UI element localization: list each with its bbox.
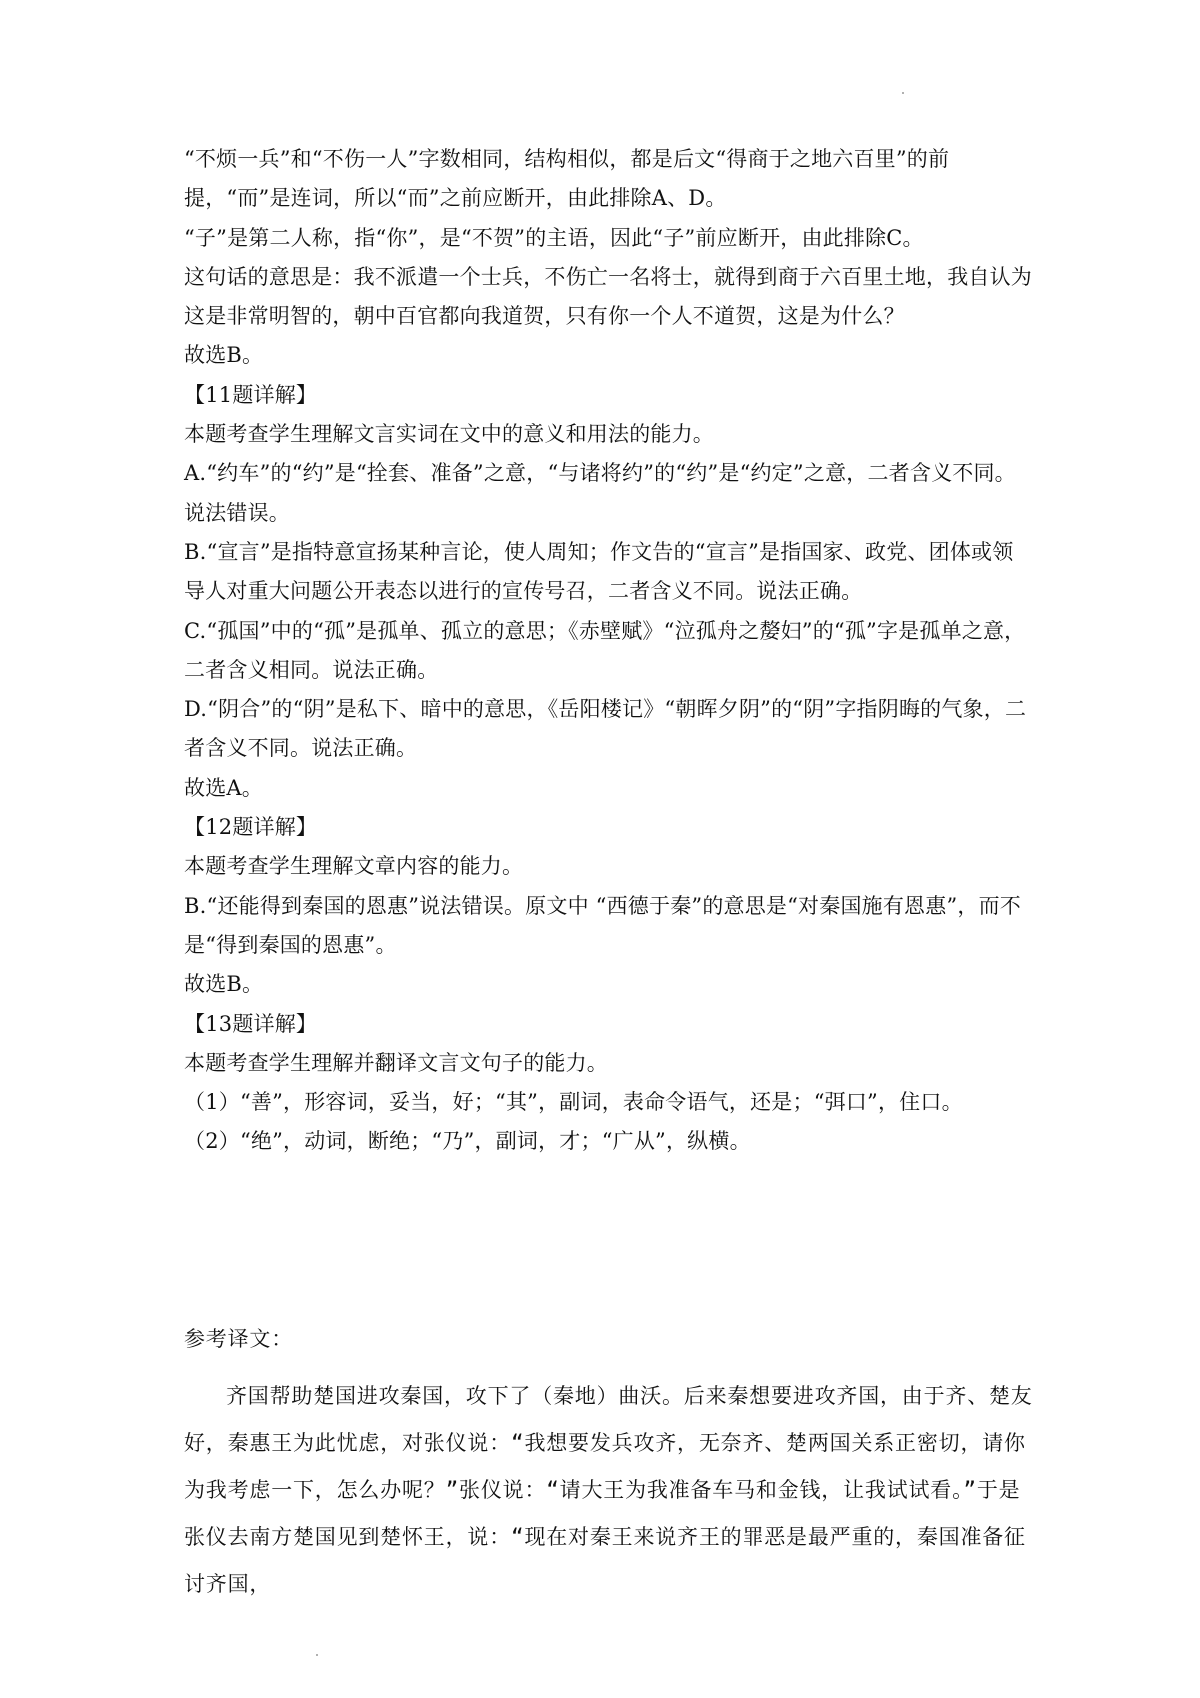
paragraph-answer-10: 故选B。 <box>184 343 264 368</box>
paragraph-q11-option-c: C.“孤国”中的“孤”是孤单、孤立的意思；《赤壁赋》“泣孤舟之嫠妇”的“孤”字是孤单之意，二者含义相同。说法正确。 <box>184 618 1026 682</box>
paragraph-sentence-break-reason-1: “不烦一兵”和“不伤一人”字数相同，结构相似，都是后文“得商于之地六百里”的前提，“而”是连词，所以“而”之前应断开，由此排除A、D。 <box>184 147 950 211</box>
paragraph-sentence-break-reason-2: “子”是第二人称，指“你”，是“不贺”的主语，因此“子”前应断开，由此排除C。 <box>184 225 924 250</box>
section-heading-q11: 【11题详解】 <box>184 382 318 407</box>
answer-explanation <box>184 140 1034 1162</box>
paragraph-q11-option-a: A.“约车”的“约”是“拴套、准备”之意，“与诸将约”的“约”是“约定”之意，二者含义不同。说法错误。 <box>184 461 1016 525</box>
reference-translation-text: 齐国帮助楚国进攻秦国，攻下了（秦地）曲沃。后来秦想要进攻齐国，由于齐、楚友好，秦惠王为此忧虑，对张仪说：“我想要发兵攻齐，无奈齐、楚两国关系正密切，请你为我考虑一下，怎么办呢？”张仪说：“请大王为我准备车马和金钱，让我试试看。”于是张仪去南方楚国见到楚怀王，说：“现在对秦王来说齐王的罪恶是最严重的，秦国准备征讨齐国， <box>184 1384 1033 1596</box>
reference-heading: 参考译文： <box>184 1327 293 1351</box>
paragraph-q11-option-b: B.“宣言”是指特意宣扬某种言论，使人周知；作文告的“宣言”是指国家、政党、团体或领导人对重大问题公开表态以进行的宣传号召，二者含义不同。说法正确。 <box>184 539 1014 604</box>
paragraph-q13-intro: 本题考查学生理解并翻译文言文句子的能力。 <box>184 1050 608 1075</box>
scan-speck <box>316 1654 318 1656</box>
paragraph-answer-11: 故选A。 <box>184 775 263 800</box>
scan-speck <box>902 92 904 94</box>
paragraph-q11-intro: 本题考查学生理解文言实词在文中的意义和用法的能力。 <box>184 422 714 447</box>
paragraph-q11-option-d: D.“阴合”的“阴”是私下、暗中的意思，《岳阳楼记》“朝晖夕阴”的“阴”字指阴晦的气象，二者含义不同。说法正确。 <box>184 697 1027 761</box>
paragraph-q12-intro: 本题考查学生理解文章内容的能力。 <box>184 854 524 879</box>
paragraph-q13-item-1: （1）“善”，形容词，妥当，好；“其”，副词，表命令语气，还是；“弭口”，住口。 <box>184 1090 963 1115</box>
section-heading-q12: 【12题详解】 <box>184 815 318 840</box>
paragraph-answer-12: 故选B。 <box>184 972 264 997</box>
reference-translation <box>184 1322 1034 1608</box>
paragraph-q13-item-2: （2）“绝”，动词，断绝；“乃”，副词，才；“广从”，纵横。 <box>184 1129 751 1154</box>
paragraph-sentence-meaning: 这句话的意思是：我不派遣一个士兵，不伤亡一名将士，就得到商于六百里土地，我自认为这是非常明智的，朝中百官都向我道贺，只有你一个人不道贺，这是为什么？ <box>184 264 1032 329</box>
paragraph-q12-option-b: B.“还能得到秦国的恩惠”说法错误。原文中 “西德于秦”的意思是“对秦国施有恩惠”，而不是“得到秦国的恩惠”。 <box>184 893 1021 957</box>
section-heading-q13: 【13题详解】 <box>184 1011 318 1036</box>
